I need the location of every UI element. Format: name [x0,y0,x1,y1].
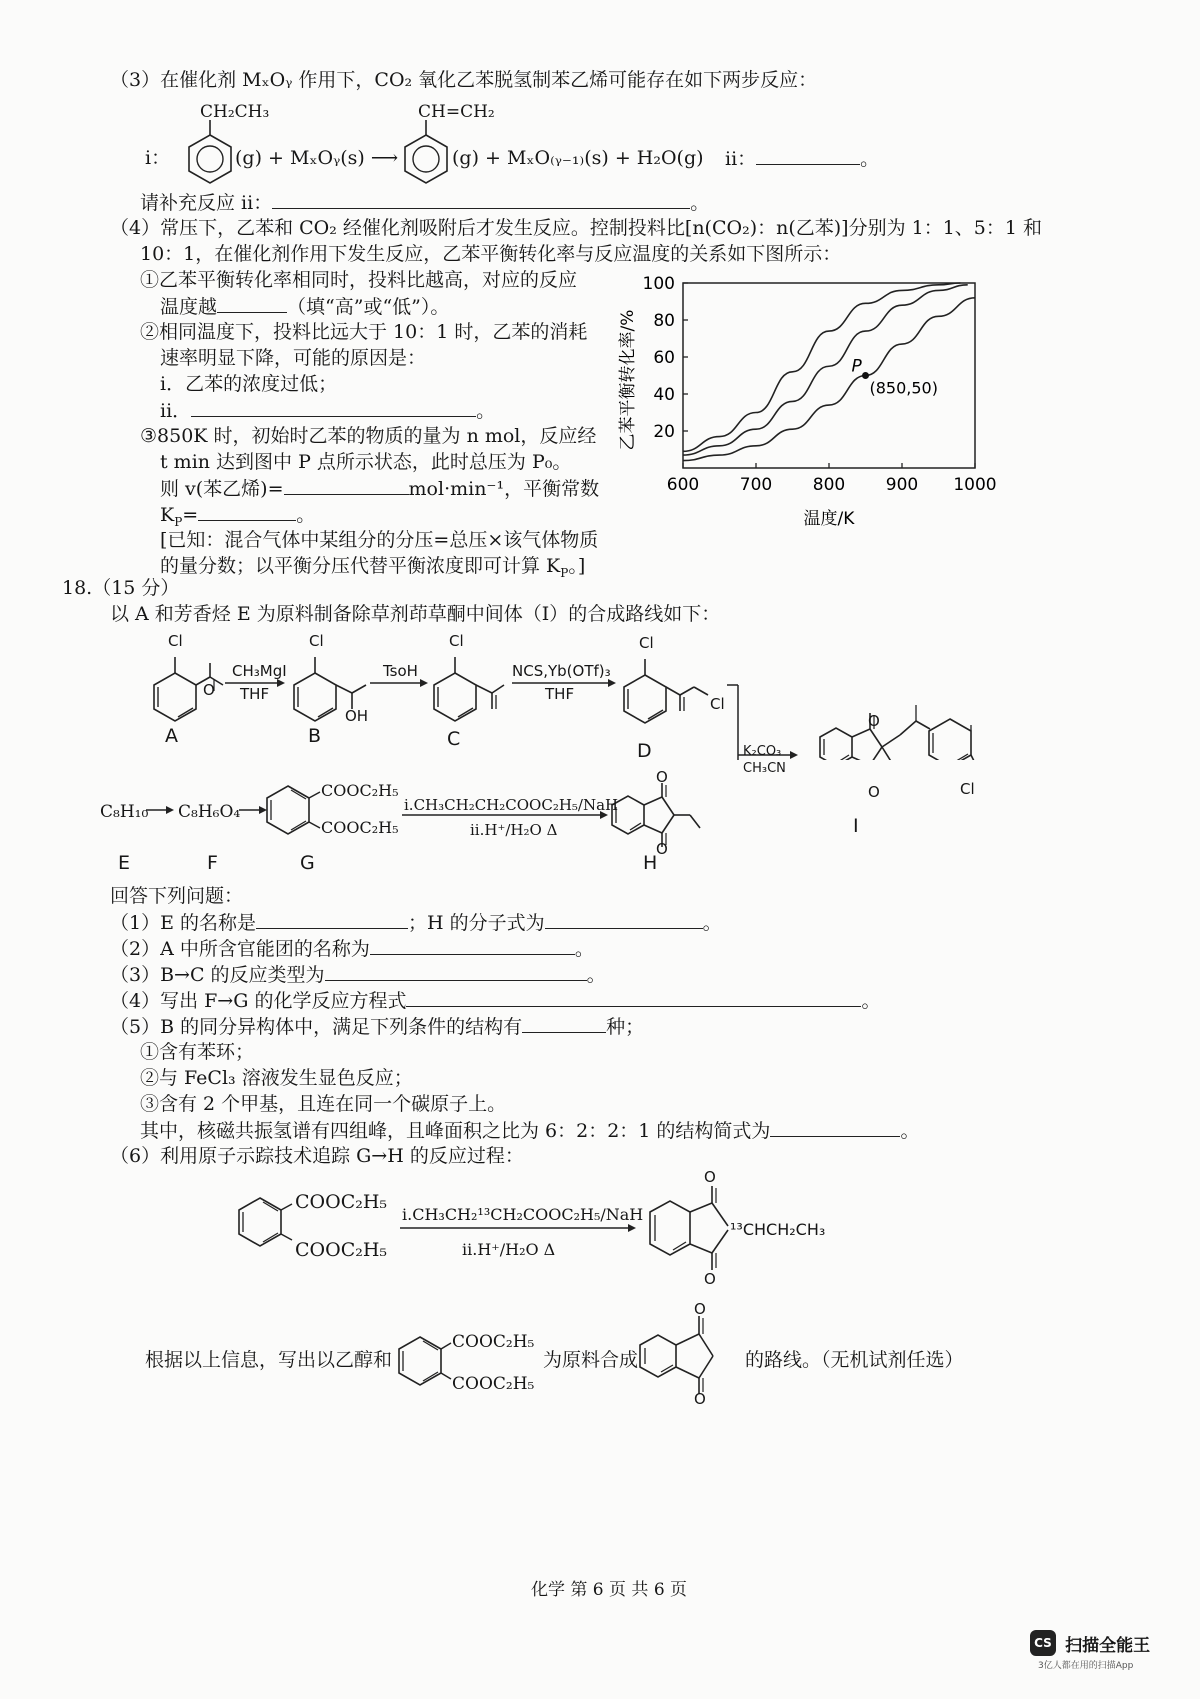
point-P-coordinate-label: (850,50) [869,378,938,398]
q18-number: 18.（15 分） [62,577,180,599]
scanner-tagline: 3亿人都在用的扫描App [1038,1661,1134,1671]
G-ester-bottom: COOC₂H₅ [321,818,399,837]
scanner-watermark [1030,1630,1150,1671]
question-6: （6）利用原子示踪技术追踪 G→H 的反应过程： [110,1145,524,1167]
diester-structure [388,1325,458,1400]
x-tick-label: 800 [812,475,846,495]
H-o-bottom: O [656,840,668,858]
ethyl-substituent: CH₂CH₃ [200,102,270,122]
reagent-CD-top: NCS,Yb(OTf)₃ [512,662,611,680]
q17-part3-intro: （3）在催化剂 MₓOᵧ 作用下，CO₂ 氧化乙苯脱氢制苯乙烯可能存在如下两步反应： [110,69,818,91]
reagent-AB-bottom: THF [240,685,270,703]
tracer-product-o-bottom: O [704,1270,716,1288]
F-formula: C₈H₆O₄ [178,802,241,822]
question-4: （4）写出 F→G 的化学反应方程式 。 [110,990,881,1012]
tracer-product-o-top: O [704,1168,716,1186]
condition-1: ①含有苯环； [140,1041,255,1063]
q3-line3: 则 v(苯乙烯)= mol·min⁻¹，平衡常数 [160,478,600,500]
reaction-ii-blank[interactable] [756,146,860,165]
E-formula: C₈H₁₀ [100,802,149,822]
styrene-structure [405,120,447,183]
final-text-a: 根据以上信息，写出以乙醇和 [145,1349,393,1371]
condition-3: ③含有 2 个甲基，且连在同一个碳原子上。 [140,1093,507,1115]
point-P-marker [862,372,869,379]
y-tick-label: 40 [653,385,675,405]
q2-reason-ii: ii． 。 [160,400,496,422]
condition-2: ②与 FeCl₃ 溶液发生显色反应； [140,1067,413,1089]
series-line-1 [683,283,960,451]
reagent-I-top: K₂CO₃ [743,744,782,759]
conversion-chart [615,270,1015,535]
E-name-blank[interactable] [256,910,408,929]
indanedione-o-bottom: O [694,1390,706,1408]
compound-C-structure [434,657,504,721]
tracer-reagent-bottom: ii.H⁺/H₂O Δ [462,1240,556,1259]
compound-H-structure [612,783,700,847]
final-ester-top: COOC₂H₅ [452,1332,535,1352]
reagent-GH-bottom: ii.H⁺/H₂O Δ [470,821,558,839]
vinyl-substituent: CH=CH₂ [418,102,495,122]
I-o-top: O [868,712,880,730]
y-tick-label: 80 [653,311,675,331]
compound-I-structure [820,705,980,760]
q17-part4-line2: 10：1，在催化剂作用下发生反应，乙苯平衡转化率与反应温度的关系如下图所示： [140,243,842,265]
label-G: G [300,852,315,874]
q2-reason-i: i．乙苯的浓度过低； [160,373,338,395]
q1-line2: 温度越 （填“高”或“低”）。 [160,296,450,318]
tracer-reactant-structure [239,1198,292,1246]
x-tick-label: 900 [885,475,919,495]
x-axis-label: 温度/K [803,509,855,529]
q3-line1: ③850K 时，初始时乙苯的物质的量为 n mol，反应经 [140,425,597,447]
indanedione-o-top: O [694,1300,706,1318]
question-5: （5）B 的同分异构体中，满足下列条件的结构有 种； [110,1016,645,1038]
y-tick-label: 60 [653,348,675,368]
tracer-product-structure [650,1186,728,1270]
reason-ii-blank[interactable] [191,398,476,417]
isomer-count-blank[interactable] [522,1014,606,1033]
B-cl-label: Cl [309,632,324,650]
reaction-ii-answer-blank[interactable] [272,190,690,209]
structure-blank[interactable] [770,1118,900,1137]
q3-line2: t min 达到图中 P 点所示状态，此时总压为 P₀。 [160,451,572,473]
page-footer: 化学 第 6 页 共 6 页 [531,1580,688,1600]
D-cl-label-1: Cl [639,634,654,652]
x-tick-label: 600 [666,475,700,495]
question-1: （1）E 的名称是 ；H 的分子式为 。 [110,912,722,934]
q17-part4-line1: （4）常压下，乙苯和 CO₂ 经催化剂吸附后才发生反应。控制投料比[n(CO₂)：n(乙苯)]分别为 1：1、5：1 和 [110,217,1043,239]
I-cl-label: Cl [960,780,975,798]
plot-frame [683,283,975,468]
final-text-c: 的路线。（无机试剂任选） [745,1349,964,1371]
A-o-label: O [203,681,215,699]
tracer-ester-bottom: COOC₂H₅ [295,1239,388,1261]
reagent-GH-top: i.CH₃CH₂CH₂COOC₂H₅/NaH [404,796,619,814]
fill-reaction-ii: 请补充反应 ii： 。 [140,192,710,214]
C-cl-label: Cl [449,632,464,650]
known-line2: 的量分数；以平衡分压代替平衡浓度即可计算 $K_P$。] [160,555,586,580]
compound-G-structure [267,786,320,834]
tracer-reagent-top: i.CH₃CH₂¹³CH₂COOC₂H₅/NaH [402,1205,644,1224]
q18-intro: 以 A 和芳香烃 E 为原料制备除草剂茚草酮中间体（Ⅰ）的合成路线如下： [110,603,721,625]
functional-group-blank[interactable] [370,936,575,955]
question-3: （3）B→C 的反应类型为 。 [110,964,606,986]
x-tick-label: 700 [739,475,773,495]
tracer-ester-top: COOC₂H₅ [295,1191,388,1213]
kp-blank[interactable] [198,502,296,521]
rate-blank[interactable] [284,476,409,495]
reagent-CD-bottom: THF [545,685,575,703]
scanner-name: 扫描全能王 [1065,1635,1151,1656]
equation-blank[interactable] [406,988,861,1007]
indanedione-structure [635,1300,745,1405]
label-I: I [853,815,859,837]
final-text-b: 为原料合成 [543,1349,639,1371]
reagent-BC: TsoH [383,662,418,680]
label-F: F [207,852,218,874]
x-tick-label: 1000 [953,475,997,495]
reaction-i-label: i： [145,147,171,169]
q1-line1: ①乙苯平衡转化率相同时，投料比越高，对应的反应 [140,269,578,291]
q2-line2: 速率明显下降，可能的原因是： [160,347,427,369]
G-ester-top: COOC₂H₅ [321,781,399,800]
label-C: C [447,728,461,750]
ethylbenzene-structure [189,120,231,183]
y-tick-label: 100 [642,274,675,294]
compound-D-structure [624,659,708,723]
reaction-ii-label: ii： 。 [725,148,880,170]
H-o-top: O [656,768,668,786]
y-tick-label: 20 [653,422,675,442]
reaction-type-blank[interactable] [325,962,587,981]
label-H: H [643,852,658,874]
reaction-i-left-part: (g) + MₓOᵧ(s) ⟶ [235,147,399,169]
label-A: A [165,725,178,747]
label-E: E [118,852,131,874]
reagent-AB-top: CH₃MgI [232,662,287,680]
y-axis-label: 乙苯平衡转化率/% [618,309,638,451]
point-P-label: P [851,356,862,377]
series-line-2 [683,285,968,455]
q2-line1: ②相同温度下，投料比远大于 10：1 时，乙苯的消耗 [140,321,588,343]
answer-intro: 回答下列问题： [110,885,244,907]
cs-logo-icon: CS [1030,1630,1056,1656]
label-B: B [308,725,322,747]
A-cl-label: Cl [168,632,183,650]
I-o-bottom: O [868,783,880,801]
question-2: （2）A 中所含官能团的名称为 。 [110,938,594,960]
final-ester-bottom: COOC₂H₅ [452,1374,535,1394]
known-line1: [已知：混合气体中某组分的分压=总压×该气体物质 [160,529,599,551]
H-formula-blank[interactable] [545,910,703,929]
reagent-I-bottom: CH₃CN [743,761,786,776]
temperature-blank[interactable] [217,294,287,313]
q3-line4: $K_P=$ 。 [160,504,316,529]
reaction-i-right-part: (g) + MₓO₍ᵧ₋₁₎(s) + H₂O(g) [452,147,704,169]
condition-4: 其中，核磁共振氢谱有四组峰，且峰面积之比为 6：2：2：1 的结构简式为 。 [140,1120,920,1142]
tracer-product-chain: ¹³CHCH₂CH₃ [730,1220,826,1239]
label-D: D [637,740,652,762]
B-oh-label: OH [345,707,369,725]
D-cl-label-2: Cl [710,695,725,713]
